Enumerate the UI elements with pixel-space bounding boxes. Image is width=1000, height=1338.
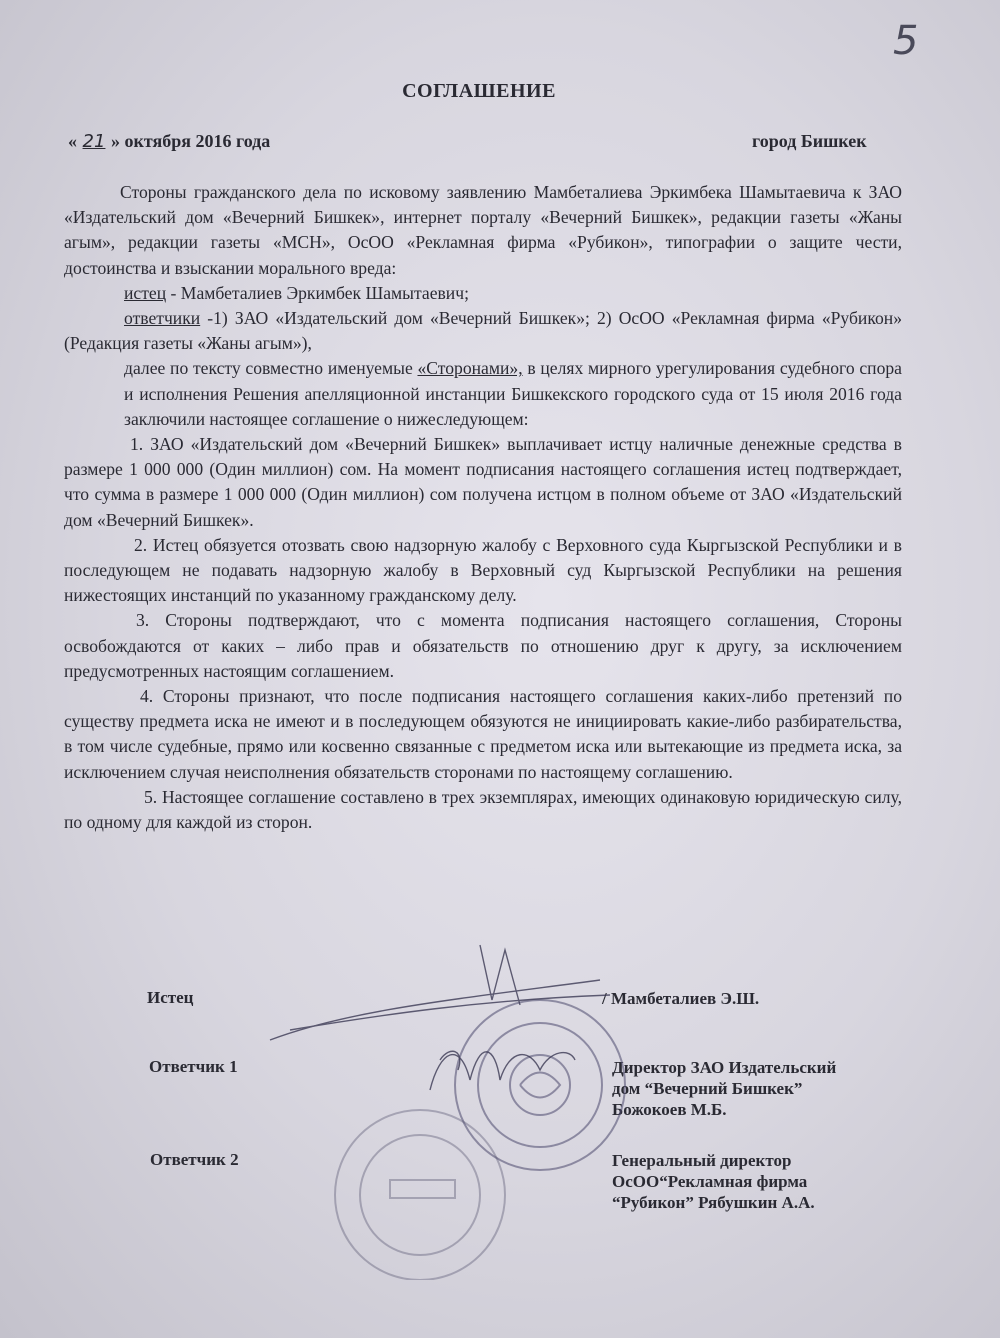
- parties-before: далее по тексту совместно именуемые: [124, 358, 418, 379]
- clause-5: 5. Настоящее соглашение составлено в трех экземплярах, имеющих одинаковую юридическую силу, по одному для каждой из сторон.: [64, 786, 902, 833]
- plaintiff-sign-label: Истец: [147, 988, 194, 1007]
- defendant2-line-3: “Рубикон” Рябушкин А.А.: [612, 1193, 815, 1212]
- plaintiff-sign-name: / Мамбеталиев Э.Ш.: [602, 989, 760, 1008]
- defendant2-line-1: Генеральный директор: [612, 1151, 792, 1170]
- parties-after: в целях мирного урегулирования судебного спора и исполнения Решения апелляционной инстанции Бишкекского городского суда от 15 июля 2016 года заключили настоящее соглашение о нижеследующем:: [124, 358, 902, 429]
- agreement-body: [64, 180, 902, 835]
- defendant1-line-1: Директор ЗАО Издательский: [612, 1058, 837, 1077]
- date-month-year: октября 2016 года: [120, 131, 271, 151]
- plaintiff-line: [64, 281, 902, 306]
- signatures-scribble-icon: [230, 930, 630, 1100]
- clause-1: 1. ЗАО «Издательский дом «Вечерний Бишкек» выплачивает истцу наличные денежные средства в размере 1 000 000 (Один миллион) сом. На момент подписания настоящего соглашения истец подтверждает, что сумма в размере 1 000 000 (Один миллион) сом получена истцом в полном объеме от ЗАО «Издательский дом «Вечерний Бишкек».: [64, 434, 902, 530]
- defendant2-line-2: ОсОО“Рекламная фирма: [612, 1172, 808, 1191]
- plaintiff-text: - Мамбеталиев Эркимбек Шамытаевич;: [166, 282, 469, 303]
- defendant1-sign-label: Ответчик 1: [149, 1057, 238, 1076]
- date-close-quote: »: [111, 131, 120, 151]
- plaintiff-label: истец: [124, 282, 167, 303]
- date-line: [68, 131, 270, 152]
- parties-term: «Сторонами»,: [417, 358, 523, 379]
- seal-2-icon: [335, 1110, 505, 1280]
- date-open-quote: «: [68, 131, 77, 151]
- clause-4: 4. Стороны признают, что после подписания настоящего соглашения каких-либо претензий по существу предмета иска не имеют и в последующем обязуются не инициировать какие-либо разбирательства, в том числе судебные, прямо или косвенно связанные с предметом иска или вытекающие из предмета иска, за исключением случая неисполнения обязательств сторонами по настоящему соглашению.: [64, 686, 902, 782]
- defendant1-line-3: Божокоев М.Б.: [612, 1100, 727, 1119]
- city: город Бишкек: [752, 131, 867, 151]
- defendant2-sign-label: Ответчик 2: [150, 1150, 239, 1169]
- defendants-line: [64, 306, 902, 356]
- clause-2: 2. Истец обязуется отозвать свою надзорную жалобу с Верховного суда Кыргызской Республики и в последующем не подавать надзорную жалобу в Верховный суд Кыргызской Республики на решения нижестоящих инстанций по указанному гражданскому делу.: [64, 534, 902, 606]
- defendants-text: -1) ЗАО «Издательский дом «Вечерний Бишкек»; 2) ОсОО «Рекламная фирма «Рубикон» (Редакция газеты «Жаны агым»),: [64, 308, 902, 354]
- defendant1-line-2: дом “Вечерний Бишкек”: [612, 1079, 803, 1098]
- document-title: СОГЛАШЕНИЕ: [402, 80, 556, 102]
- date-day: 21: [82, 131, 106, 152]
- intro-paragraph: Стороны гражданского дела по исковому заявлению Мамбеталиева Эркимбека Шамытаевича к ЗАО «Издательский дом «Вечерний Бишкек», интернет порталу «Вечерний Бишкек», редакции газеты «Жаны агым», редакции газеты «МСН», ОсОО «Рекламная фирма «Рубикон», типографии о защите чести, достоинства и взыскании морального вреда:: [64, 182, 902, 278]
- page-number: 5: [893, 18, 919, 64]
- defendants-label: ответчики: [124, 308, 201, 329]
- clause-3: 3. Стороны подтверждают, что с момента подписания настоящего соглашения, Стороны освобождаются от каких – либо прав и обязательств по отношению друг к другу, за исключением предусмотренных настоящим соглашением.: [64, 610, 902, 681]
- parties-paragraph: [64, 356, 902, 432]
